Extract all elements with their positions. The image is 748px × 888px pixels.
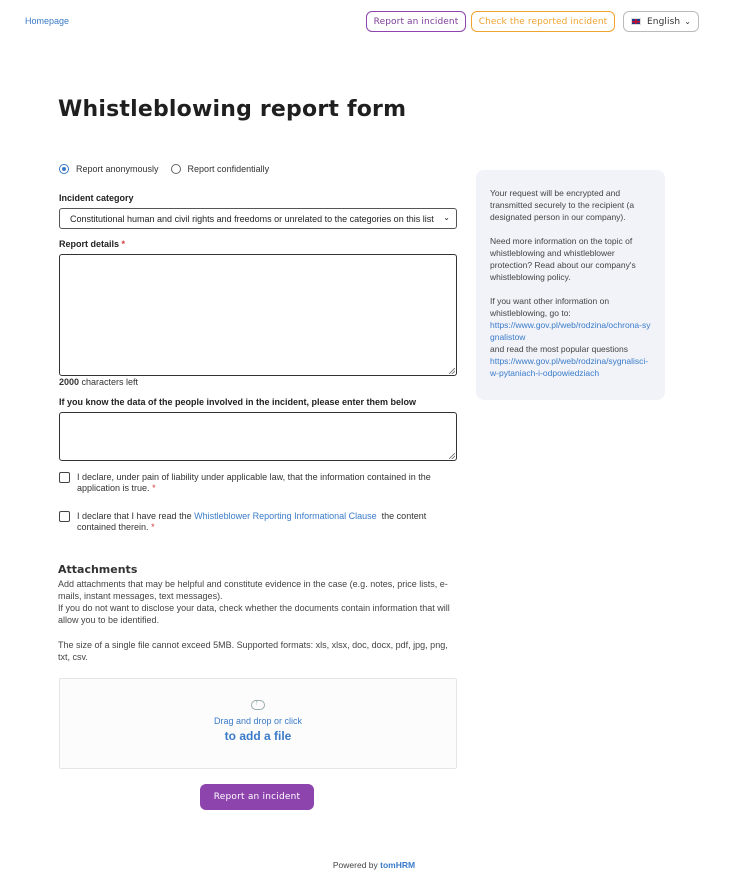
info-links-block xyxy=(490,295,651,379)
radio-report-confidentially[interactable] xyxy=(171,164,181,174)
dropzone-add-file[interactable]: to add a file xyxy=(224,729,292,743)
characters-left-counter xyxy=(59,377,138,387)
radio-anonymous-label[interactable]: Report anonymously xyxy=(76,164,159,174)
declaration-clause-after: the content xyxy=(376,511,427,521)
declaration-truth-text xyxy=(77,472,431,494)
resize-handle-icon[interactable] xyxy=(449,453,455,459)
dropzone-hint: Drag and drop or click xyxy=(213,716,303,726)
cloud-upload-icon xyxy=(251,700,265,710)
declaration-truth-line2: application is true. xyxy=(77,483,150,493)
report-type-radio-group xyxy=(59,164,281,174)
footer-prefix: Powered by xyxy=(332,860,381,870)
info-panel xyxy=(476,170,665,400)
top-navigation xyxy=(0,0,748,44)
declaration-clause-line2-wrap xyxy=(77,522,426,533)
report-details-textarea[interactable] xyxy=(59,254,457,376)
info-questions-text: and read the most popular questions xyxy=(490,344,628,354)
footer xyxy=(0,860,748,870)
radio-report-anonymously[interactable] xyxy=(59,164,69,174)
page-title: Whistleblowing report form xyxy=(58,97,407,122)
info-encryption-text: Your request will be encrypted and transmitted securely to the recipient (a designated person in our company). xyxy=(490,188,635,222)
language-label: English xyxy=(646,16,681,27)
people-involved-textarea[interactable] xyxy=(59,412,457,461)
declaration-clause-checkbox[interactable] xyxy=(59,511,70,522)
chevron-down-icon: ⌄ xyxy=(684,17,691,26)
characters-left-count: 2000 xyxy=(59,377,80,387)
attachments-desc-1: Add attachments that may be helpful and constitute evidence in the case (e.g. notes, price lists, e-mails, instant messages, text messages). xyxy=(58,579,448,601)
incident-category-select[interactable] xyxy=(59,208,457,229)
submit-report-button[interactable]: Report an incident xyxy=(200,784,314,810)
info-policy-text: Need more information on the topic of whistleblowing and whistleblower protection? Read about our company's whistleblowing policy. xyxy=(490,236,636,282)
nav-report-incident-button[interactable]: Report an incident xyxy=(366,11,466,32)
attachments-title: Attachments xyxy=(58,563,138,576)
declaration-truth-checkbox[interactable] xyxy=(59,472,70,483)
report-details-label xyxy=(59,239,125,249)
resize-handle-icon[interactable] xyxy=(449,368,455,374)
declaration-truth-line1: I declare, under pain of liability under applicable law, that the information contained in the xyxy=(77,472,431,482)
footer-brand-link[interactable]: tomHRM xyxy=(380,860,416,870)
characters-left-suffix: characters left xyxy=(79,377,139,387)
declaration-clause-line2: contained therein. xyxy=(77,522,149,532)
declaration-clause-line1 xyxy=(77,511,426,522)
required-mark: * xyxy=(121,239,126,249)
attachments-desc-2: If you do not want to disclose your data, check whether the documents contain information that will allow you to be identified. xyxy=(58,603,450,625)
required-mark: * xyxy=(152,483,156,493)
nav-check-incident-button[interactable]: Check the reported incident xyxy=(471,11,615,32)
declaration-truth-row xyxy=(59,472,431,494)
homepage-link[interactable]: Homepage xyxy=(25,16,70,26)
gov-protection-link[interactable]: https://www.gov.pl/web/rodzina/ochrona-sygnalistow xyxy=(490,320,651,342)
chevron-down-icon: ⌄ xyxy=(443,213,450,222)
informational-clause-link[interactable]: Whistleblower Reporting Informational Clause xyxy=(194,511,377,521)
incident-category-value: Constitutional human and civil rights and freedoms or unrelated to the categories on this list xyxy=(70,213,434,224)
declaration-truth-line2-wrap xyxy=(77,483,431,494)
uk-flag-icon xyxy=(631,18,641,25)
radio-confidential-label[interactable]: Report confidentially xyxy=(187,164,270,174)
gov-questions-link[interactable]: https://www.gov.pl/web/rodzina/sygnalisci-w-pytaniach-i-odpowiedziach xyxy=(490,356,649,378)
language-selector[interactable] xyxy=(623,11,699,32)
report-details-label-text: Report details xyxy=(59,239,120,249)
required-mark: * xyxy=(151,522,155,532)
declaration-clause-text xyxy=(77,511,426,533)
declaration-clause-before: I declare that I have read the xyxy=(77,511,195,521)
info-other-text: If you want other information on whistleblowing, go to: xyxy=(490,296,610,318)
declaration-clause-row xyxy=(59,511,426,533)
attachments-desc-3: The size of a single file cannot exceed 5MB. Supported formats: xls, xlsx, doc, docx, pdf, jpg, png, txt, csv. xyxy=(58,640,448,662)
incident-category-label: Incident category xyxy=(59,193,134,203)
file-dropzone[interactable] xyxy=(59,678,457,769)
people-involved-label: If you know the data of the people involved in the incident, please enter them below xyxy=(59,397,417,407)
